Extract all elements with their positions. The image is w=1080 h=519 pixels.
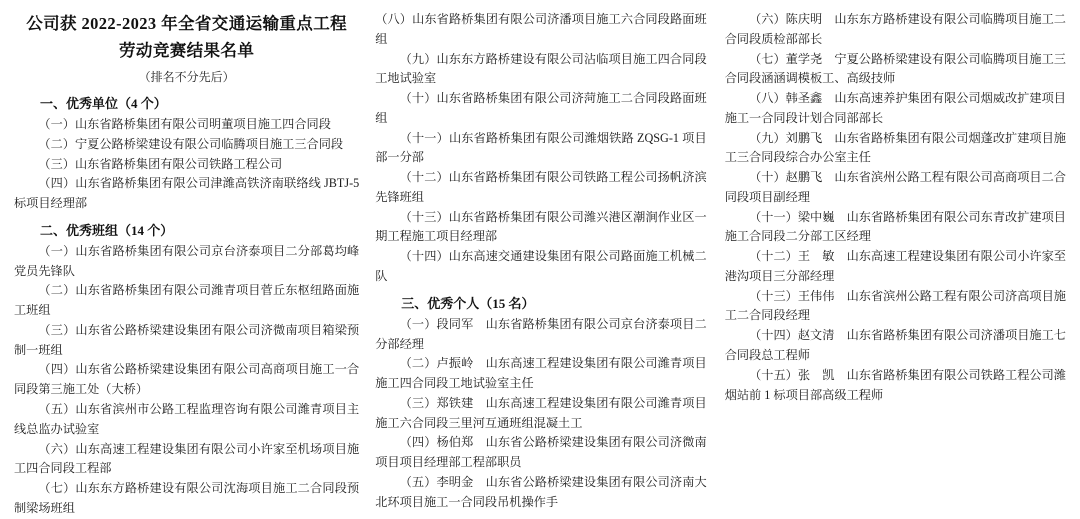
list-item: （六）陈庆明 山东东方路桥建设有限公司临腾项目施工二合同段质检部部长	[724, 12, 1066, 46]
list-item: （十一）山东省路桥集团有限公司潍烟铁路 ZQSG-1 项目部一分部	[375, 130, 707, 165]
list-item: （六）山东高速工程建设集团有限公司小许家至机场项目施工四合同段工程部	[14, 441, 360, 476]
column-right	[721, 10, 1066, 493]
list-item-continuation: （八）山东省路桥集团有限公司济潘项目施工六合同段路面班组	[375, 12, 707, 46]
list-item: （七）山东东方路桥建设有限公司沈海项目施工二合同段预制梁场班组	[14, 481, 360, 515]
document-title-line1: 公司获 2022-2023 年全省交通运输重点工程	[26, 14, 347, 33]
column-left	[14, 10, 373, 515]
list-item: （十四）山东高速交通建设集团有限公司路面施工机械二队	[375, 249, 707, 283]
list-item: （十四）赵文清 山东省路桥集团有限公司济潘项目施工七合同段总工程师	[724, 328, 1066, 363]
list-item: （一）段同军 山东省路桥集团有限公司京台济泰项目二分部经理	[375, 316, 707, 351]
section-heading-teams: 二、优秀班组（14 个）	[40, 222, 174, 238]
section-heading-units: 一、优秀单位（4 个）	[40, 95, 167, 111]
list-item: （三）郑铁建 山东高速工程建设集团有限公司潍青项目施工六合同段三里河互通班组混凝土工	[375, 395, 707, 430]
list-item: （十三）山东省路桥集团有限公司潍兴港区潮涧作业区一期工程施工项目经理部	[375, 209, 707, 244]
list-item: （十）山东省路桥集团有限公司济菏施工二合同段路面班组	[375, 91, 707, 125]
document-subtitle: （排名不分先后）	[138, 69, 235, 84]
list-item: （四）山东省路桥集团有限公司津潍高铁济南联络线 JBTJ-5 标项目经理部	[14, 176, 360, 211]
document-title-line2: 劳动竞赛结果名单	[119, 40, 255, 60]
list-item: （一）山东省路桥集团有限公司京台济泰项目二分部葛均峰党员先锋队	[14, 243, 360, 278]
list-item: （十二）山东省路桥集团有限公司铁路工程公司扬帆济滨先锋班组	[375, 170, 707, 204]
column-middle	[373, 10, 720, 509]
list-item: （九）刘鹏飞 山东省路桥集团有限公司烟蓬改扩建项目施工三合同段综合办公室主任	[724, 130, 1066, 165]
list-item: （二）山东省路桥集团有限公司潍青项目菅丘东枢纽路面施工班组	[14, 283, 360, 318]
list-item: （十三）王伟伟 山东省滨州公路工程有限公司济高项目施工二合同段经理	[724, 288, 1066, 323]
list-item: （十五）张 凯 山东省路桥集团有限公司铁路工程公司潍烟站前 1 标项目部高级工程师	[724, 367, 1066, 402]
list-item: （九）山东东方路桥建设有限公司沾临项目施工四合同段工地试验室	[375, 51, 707, 86]
list-item: （五）李明金 山东省公路桥梁建设集团有限公司济南大北环项目施工一合同段吊机操作手	[375, 474, 707, 509]
list-item: （三）山东省公路桥梁建设集团有限公司济微南项目箱梁预制一班组	[14, 322, 360, 357]
list-item: （二）卢振岭 山东高速工程建设集团有限公司潍青项目施工四合同段工地试验室主任	[375, 356, 707, 391]
list-item: （十）赵鹏飞 山东省滨州公路工程有限公司高商项目二合同段项目副经理	[724, 170, 1066, 204]
list-item: （八）韩圣鑫 山东高速养护集团有限公司烟威改扩建项目施工一合同段计划合同部部长	[724, 91, 1066, 125]
list-item: （四）山东省公路桥梁建设集团有限公司高商项目施工一合同段第三施工处（大桥）	[14, 362, 360, 397]
section-heading-individuals: 三、优秀个人（15 名）	[401, 295, 535, 311]
list-item: （十二）王 敏 山东高速工程建设集团有限公司小许家至港沟项目三分部经理	[724, 249, 1066, 283]
list-item: （四）杨伯郑 山东省公路桥梁建设集团有限公司济微南项目项目经理部工程部职员	[375, 435, 707, 470]
list-item: （五）山东省滨州市公路工程监理咨询有限公司潍青项目主线总监办试验室	[14, 401, 360, 436]
list-item: （二）宁夏公路桥梁建设有限公司临腾项目施工三合同段	[38, 136, 344, 151]
list-item: （十一）梁中巍 山东省路桥集团有限公司东青改扩建项目施工合同段二分部工区经理	[724, 209, 1066, 244]
list-item: （七）董学尧 宁夏公路桥梁建设有限公司临腾项目施工三合同段涵涵调模板工、高级技师	[724, 51, 1066, 86]
list-item: （三）山东省路桥集团有限公司铁路工程公司	[38, 156, 283, 171]
list-item: （一）山东省路桥集团有限公司明董项目施工四合同段	[38, 116, 331, 131]
